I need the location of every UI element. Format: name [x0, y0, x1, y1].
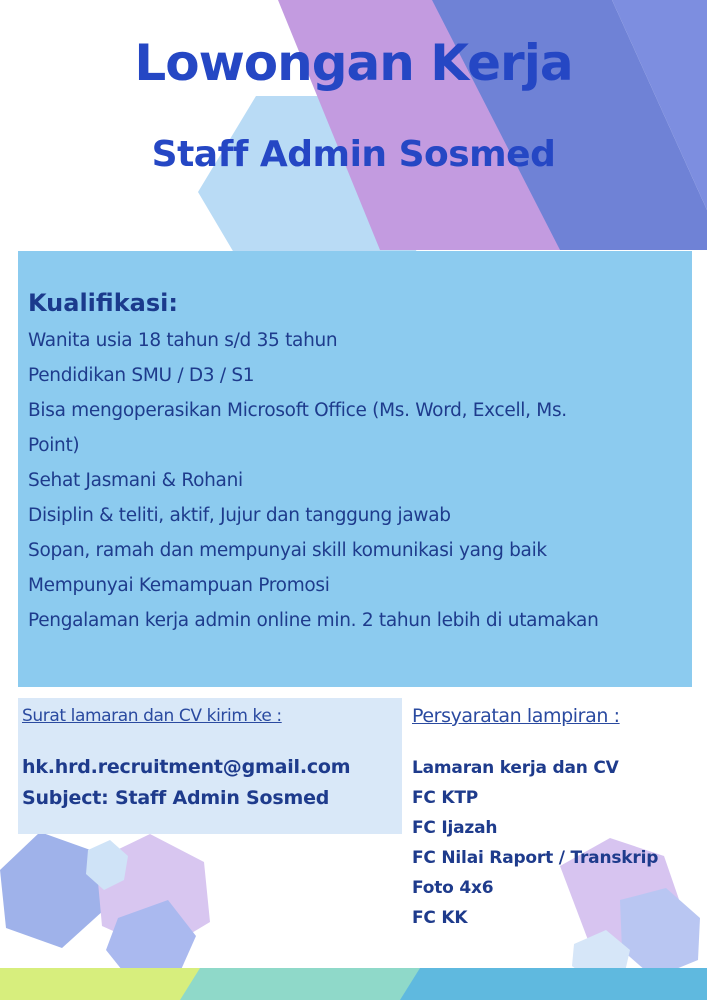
attachments-list	[412, 753, 702, 933]
attachment-item: Lamaran kerja dan CV	[412, 758, 619, 778]
attachment-item: Foto 4x6	[412, 878, 494, 898]
page-title: Lowongan Kerja	[134, 34, 573, 92]
qualification-item: Sehat Jasmani & Rohani	[28, 470, 243, 491]
attachment-item: FC Nilai Raport / Transkrip	[412, 848, 659, 868]
qualification-item: Disiplin & teliti, aktif, Jujur dan tanggung jawab	[28, 505, 451, 526]
application-subject: Subject: Staff Admin Sosmed	[22, 787, 330, 809]
qualification-item: Pendidikan SMU / D3 / S1	[28, 365, 255, 386]
bottom-stripe-teal	[400, 968, 707, 1000]
application-email[interactable]: hk.hrd.recruitment@gmail.com	[22, 756, 351, 778]
attachment-item: FC KTP	[412, 788, 479, 808]
application-heading: Surat lamaran dan CV kirim ke :	[22, 706, 282, 726]
qualifications-panel	[18, 251, 692, 687]
attachment-item: FC Ijazah	[412, 818, 498, 838]
qualification-item: Pengalaman kerja admin online min. 2 tahun lebih di utamakan	[28, 610, 599, 631]
qualification-item: Wanita usia 18 tahun s/d 35 tahun	[28, 330, 338, 351]
attachment-item: FC KK	[412, 908, 468, 928]
qualification-item: Bisa mengoperasikan Microsoft Office (Ms. Word, Excell, Ms.	[28, 400, 567, 421]
qualifications-list	[28, 323, 682, 638]
hexagon-small-blue	[0, 832, 104, 948]
qualification-item: Mempunyai Kemampuan Promosi	[28, 575, 330, 596]
qualifications-heading: Kualifikasi:	[28, 289, 178, 317]
attachments-heading: Persyaratan lampiran :	[412, 705, 620, 727]
application-contact-panel	[18, 698, 402, 834]
qualification-item: Sopan, ramah dan mempunyai skill komunikasi yang baik	[28, 540, 547, 561]
job-position-title: Staff Admin Sosmed	[151, 134, 556, 175]
qualification-item-continuation: Point)	[28, 435, 80, 456]
attachments-panel	[412, 705, 702, 933]
